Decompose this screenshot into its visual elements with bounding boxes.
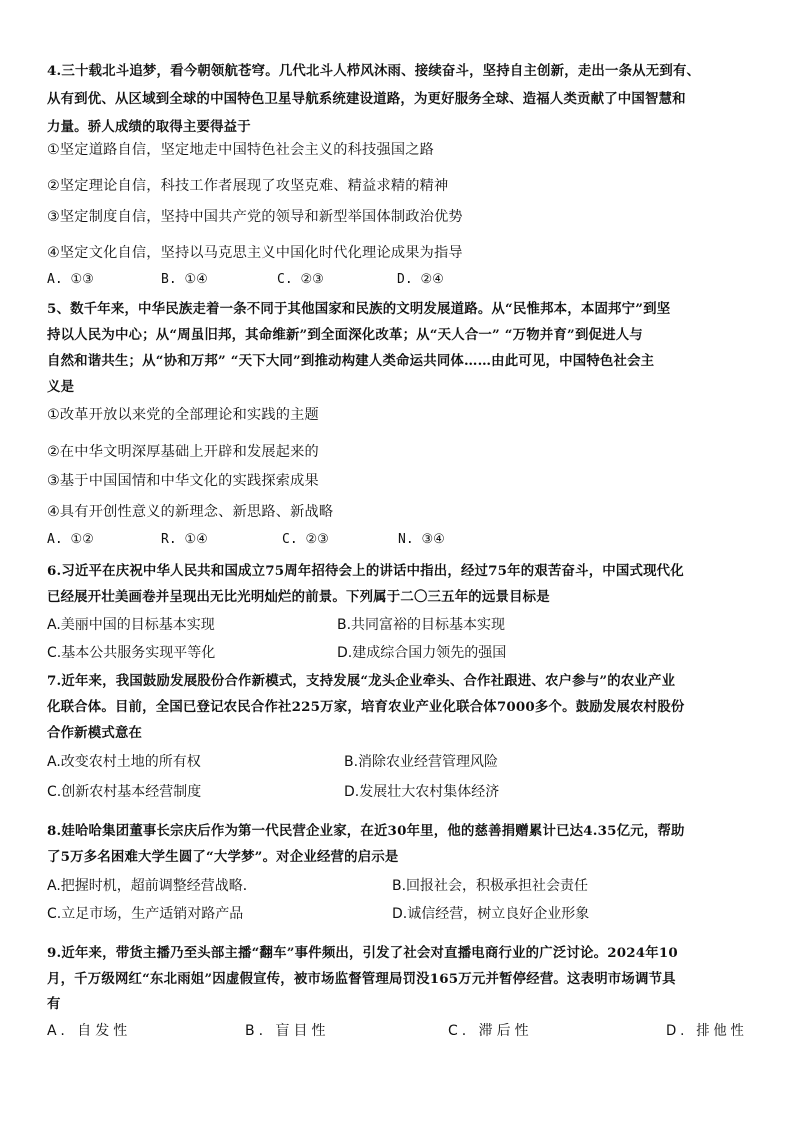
q7-stem-line-3: 合作新模式意在 bbox=[47, 725, 143, 741]
q8-stem-line-2: 了5万多名困难大学生圆了“大学梦”。对企业经营的启示是 bbox=[47, 849, 399, 865]
q5-option-2: ②在中华文明深厚基础上开辟和发展起来的 bbox=[47, 444, 319, 460]
q9-choice-a[interactable]: A. 自发性 bbox=[47, 1023, 132, 1039]
q5-choice-d[interactable]: N. ③④ bbox=[398, 532, 445, 547]
q5-option-1: ①改革开放以来党的全部理论和实践的主题 bbox=[47, 407, 319, 423]
q8-choice-c[interactable]: C.立足市场，生产适销对路产品 bbox=[47, 906, 244, 922]
q4-option-3: ③坚定制度自信，坚持中国共产党的领导和新型举国体制政治优势 bbox=[47, 209, 463, 225]
q7-stem-line-2: 化联合体。目前，全国已登记农民合作社225万家，培育农业产业化联合体7000多个。鼓励发展农村股份 bbox=[47, 699, 685, 715]
q9-stem-line-1: 9.近年来，带货主播乃至头部主播“翻车”事件频出，引发了社会对直播电商行业的广泛讨论。2024年10 bbox=[47, 945, 678, 961]
q6-stem-line-2: 已经展开壮美画卷并呈现出无比光明灿烂的前景。下列属于二〇三五年的远景目标是 bbox=[47, 589, 550, 605]
q4-option-4: ④坚定文化自信，坚持以马克思主义中国化时代化理论成果为指导 bbox=[47, 245, 463, 261]
q9-choice-c[interactable]: C. 滞后性 bbox=[448, 1023, 533, 1039]
q4-stem-line-2: 从有到优、从区域到全球的中国特色卫星导航系统建设道路，为更好服务全球、造福人类贡献了中国智慧和 bbox=[47, 91, 686, 107]
q5-stem-line-2: 持以人民为中心；从“周虽旧邦，其命维新”到全面深化改革；从“天人合一” “万物并育”到促进人与 bbox=[47, 327, 643, 343]
q8-stem-line-1: 8.娃哈哈集团董事长宗庆后作为第一代民营企业家，在近30年里，他的慈善捐赠累计已达4.35亿元，帮助 bbox=[47, 823, 685, 839]
q4-choice-c[interactable]: C. ②③ bbox=[277, 272, 324, 287]
q7-choice-b[interactable]: B.消除农业经营管理风险 bbox=[344, 754, 499, 770]
q4-option-2: ②坚定理论自信，科技工作者展现了攻坚克难、精益求精的精神 bbox=[47, 178, 449, 194]
q9-choice-b[interactable]: B. 盲目性 bbox=[245, 1023, 330, 1039]
q5-stem-line-4: 义是 bbox=[47, 379, 75, 395]
q8-choice-b[interactable]: B.回报社会，积极承担社会责任 bbox=[392, 878, 589, 894]
q6-stem-line-1: 6.习近平在庆祝中华人民共和国成立75周年招待会上的讲话中指出，经过75年的艰苦奋斗，中国式现代化 bbox=[47, 563, 684, 579]
q9-stem-line-2: 月，千万级网红“东北雨姐”因虚假宣传，被市场监督管理局罚没165万元并暂停经营。这表明市场调节具 bbox=[47, 971, 676, 987]
q4-option-1: ①坚定道路自信，坚定地走中国特色社会主义的科技强国之路 bbox=[47, 142, 434, 158]
q9-stem-line-3: 有 bbox=[47, 996, 61, 1012]
q7-choice-a[interactable]: A.改变农村土地的所有权 bbox=[47, 754, 201, 770]
q7-choice-d[interactable]: D.发展壮大农村集体经济 bbox=[344, 784, 500, 800]
q6-choice-c[interactable]: C.基本公共服务实现平等化 bbox=[47, 645, 216, 661]
q5-stem-line-1: 5、数千年来，中华民族走着一条不同于其他国家和民族的文明发展道路。从“民惟邦本，本固邦宁”到坚 bbox=[47, 301, 671, 317]
q9-choice-d[interactable]: D. 排他性 bbox=[666, 1023, 748, 1039]
q6-choice-a[interactable]: A.美丽中国的目标基本实现 bbox=[47, 617, 215, 633]
q8-choice-a[interactable]: A.把握时机，超前调整经营战略． bbox=[47, 878, 257, 894]
q6-choice-b[interactable]: B.共同富裕的目标基本实现 bbox=[337, 617, 506, 633]
q5-choice-b[interactable]: R. ①④ bbox=[161, 532, 208, 547]
q5-stem-line-3: 自然和谐共生；从“协和万邦” “天下大同”到推动构建人类命运共同体……由此可见，中国特色社会主 bbox=[47, 353, 655, 369]
q4-choice-b[interactable]: B. ①④ bbox=[161, 272, 208, 287]
q8-choice-d[interactable]: D.诚信经营，树立良好企业形象 bbox=[392, 906, 590, 922]
q5-option-4: ④具有开创性意义的新理念、新思路、新战略 bbox=[47, 504, 334, 520]
q5-choice-a[interactable]: A. ①② bbox=[47, 532, 94, 547]
q4-choice-a[interactable]: A. ①③ bbox=[47, 272, 94, 287]
q7-choice-c[interactable]: C.创新农村基本经营制度 bbox=[47, 784, 202, 800]
q5-choice-c[interactable]: C. ②③ bbox=[282, 532, 329, 547]
q4-choice-d[interactable]: D. ②④ bbox=[397, 272, 444, 287]
q6-choice-d[interactable]: D.建成综合国力领先的强国 bbox=[337, 645, 507, 661]
q4-stem-line-1: 4.三十载北斗追梦，看今朝领航苍穹。几代北斗人栉风沐雨、接续奋斗，坚持自主创新，走出一条从无到有、 bbox=[47, 63, 701, 79]
q5-option-3: ③基于中国国情和中华文化的实践探索成果 bbox=[47, 473, 319, 489]
q7-stem-line-1: 7.近年来，我国鼓励发展股份合作新模式，支持发展“龙头企业牵头、合作社跟进、农户参与”的农业产业 bbox=[47, 673, 676, 689]
q4-stem-line-3: 力量。骄人成绩的取得主要得益于 bbox=[47, 119, 251, 135]
